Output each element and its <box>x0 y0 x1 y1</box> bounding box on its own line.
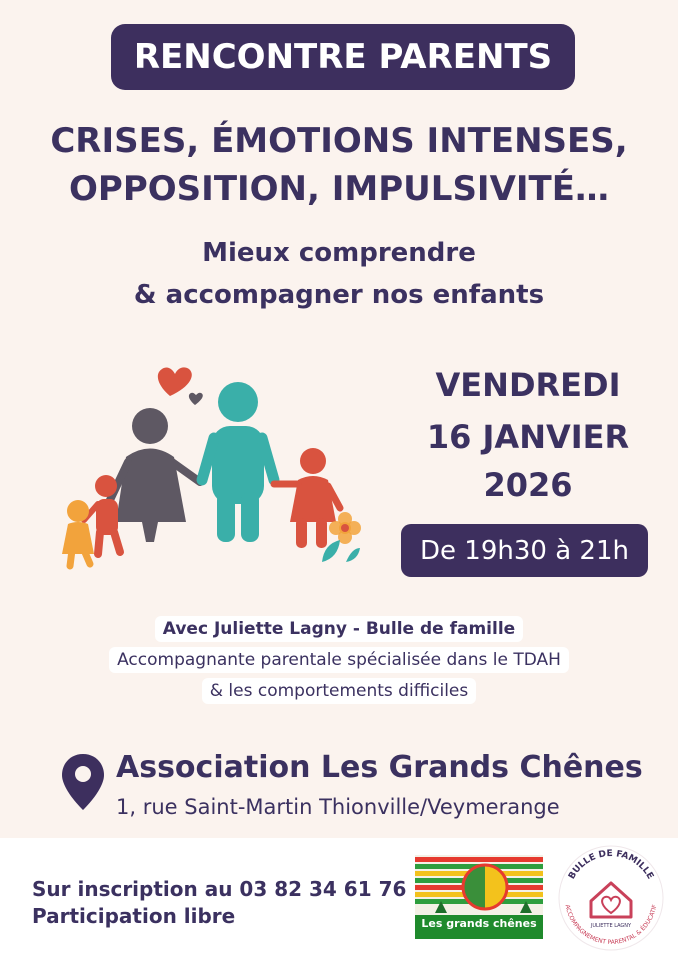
subtitle-line-2: & accompagner nos enfants <box>133 280 545 310</box>
presenter-name: Avec Juliette Lagny - Bulle de famille <box>155 616 523 642</box>
association-address: 1, rue Saint-Martin Thionville/Veymerange <box>116 795 560 819</box>
bulle-name: JULIETTE LAGNY <box>590 923 632 929</box>
event-time: De 19h30 à 21h <box>401 524 648 577</box>
event-badge: RENCONTRE PARENTS <box>111 24 575 90</box>
headline-line-1: CRISES, ÉMOTIONS INTENSES, <box>50 121 628 161</box>
headline-line-2: OPPOSITION, IMPULSIVITÉ… <box>69 169 609 209</box>
small-heart-icon <box>189 393 203 405</box>
bulle-de-famille-logo <box>555 843 667 953</box>
presenter-role-line-1: Accompagnante parentale spécialisée dans le TDAH <box>109 647 569 673</box>
association-name: Association Les Grands Chênes <box>116 750 643 785</box>
event-date: 16 JANVIER <box>426 418 630 456</box>
event-year: 2026 <box>483 466 573 504</box>
participation-text: Participation libre <box>32 904 236 928</box>
subtitle-line-1: Mieux comprendre <box>202 238 476 268</box>
bulle-arc-bottom: ACCOMPAGNEMENT PARENTAL & ÉDUCATIF <box>563 904 659 947</box>
presenter-role-line-2: & les comportements difficiles <box>202 678 477 704</box>
bulle-arc-top: BULLE DE FAMILLE <box>567 848 655 882</box>
les-grands-chenes-label: Les grands chênes <box>421 917 537 930</box>
registration-text: Sur inscription au 03 82 34 61 76 <box>32 877 407 901</box>
family-illustration <box>62 362 362 576</box>
heart-icon <box>158 367 192 396</box>
location-pin-icon <box>60 752 106 812</box>
event-day: VENDREDI <box>435 366 621 404</box>
